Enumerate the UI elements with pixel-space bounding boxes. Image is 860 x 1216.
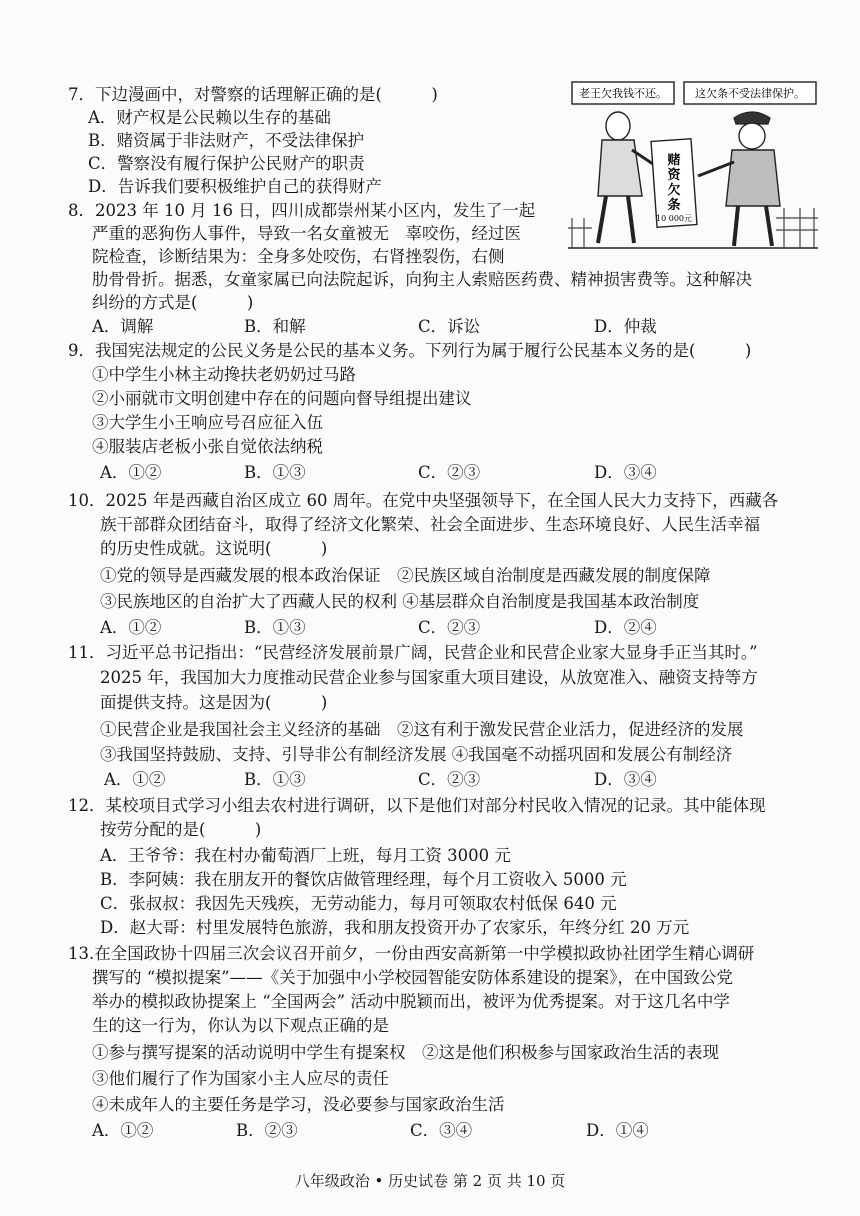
q9-stem: 9．我国宪法规定的公民义务是公民的基本义务。下列行为属于履行公民基本义务的是( ) [68, 341, 752, 360]
q11-option-d: D．③④ [594, 770, 657, 789]
q10-item-2: ③民族地区的自治扩大了西藏人民的权利 ④基层群众自治制度是我国基本政治制度 [100, 592, 700, 611]
cartoon-bubble-right: 这欠条不受法律保护。 [695, 87, 805, 100]
q11-line-3: 面提供支持。这是因为( ) [100, 693, 328, 712]
cartoon-note-1: 赌 [667, 153, 681, 168]
q9-item-3: ③大学生小王响应号召应征入伍 [92, 413, 323, 432]
q12-option-c: C．张叔叔：我因先天残疾，无劳动能力，每月可领取农村低保 640 元 [100, 894, 617, 913]
q10-item-1: ①党的领导是西藏发展的根本政治保证 ②民族区域自治制度是西藏发展的制度保障 [100, 566, 711, 585]
q7-stem: 7．下边漫画中，对警察的话理解正确的是( ) [68, 85, 438, 104]
q9-item-4: ④服装店老板小张自觉依法纳税 [92, 437, 323, 456]
q7-option-c: C．警察没有履行保护公民财产的职责 [88, 154, 365, 173]
q10-option-d: D．②④ [594, 618, 657, 637]
q8-option-a: A．调解 [92, 317, 154, 336]
q11-option-c: C．②③ [418, 770, 481, 789]
cartoon-note-4: 条 [667, 198, 681, 213]
q9-option-a: A．①② [100, 463, 162, 482]
q13-option-c: C．③④ [410, 1121, 473, 1140]
q13-item-3: ④未成年人的主要任务是学习，没必要参与国家政治生活 [92, 1095, 505, 1114]
q13-item-2: ③他们履行了作为国家小主人应尽的责任 [92, 1069, 389, 1088]
q10-option-a: A．①② [100, 618, 162, 637]
q7-cartoon [562, 78, 824, 262]
q12-option-a: A．王爷爷：我在村办葡萄酒厂上班，每月工资 3000 元 [100, 846, 511, 865]
q13-line-1: 13.在全国政协十四届三次会议召开前夕，一份由西安高新第一中学模拟政协社团学生精心调研 [68, 944, 755, 963]
q13-line-2: 撰写的 “模拟提案”——《关于加强中小学校园智能安防体系建设的提案》，在中国致公党 [92, 968, 733, 987]
q10-option-b: B．①③ [244, 618, 306, 637]
q13-item-1: ①参与撰写提案的活动说明中学生有提案权 ②这是他们积极参与国家政治生活的表现 [92, 1043, 719, 1062]
cartoon-note-3: 欠 [667, 183, 681, 198]
q8-line-2: 严重的恶狗伤人事件，导致一名女童被无 辜咬伤，经过医 [92, 224, 521, 243]
q7-option-b: B．赌资属于非法财产，不受法律保护 [88, 131, 365, 150]
page-footer: 八年级政治 • 历史试卷 第 2 页 共 10 页 [294, 1172, 566, 1190]
q13-line-4: 生的这一行为，你认为以下观点正确的是 [92, 1016, 389, 1035]
q11-option-a: A．①② [104, 770, 166, 789]
q12-option-d: D．赵大哥：村里发展特色旅游，我和朋友投资开办了农家乐，年终分红 20 万元 [100, 918, 690, 937]
q8-option-c: C．诉讼 [418, 317, 481, 336]
q8-option-d: D．仲裁 [594, 317, 657, 336]
q11-option-b: B．①③ [244, 770, 306, 789]
q13-option-d: D．①④ [586, 1121, 649, 1140]
q13-option-a: A．①② [92, 1121, 154, 1140]
q11-line-2: 2025 年，我国加大力度推动民营企业参与国家重大项目建设，从放宽准入、融资支持等方 [100, 668, 758, 687]
q10-line-3: 的历史性成就。这说明( ) [100, 539, 328, 558]
q11-item-2: ③我国坚持鼓励、支持、引导非公有制经济发展 ④我国毫不动摇巩固和发展公有制经济 [100, 745, 733, 764]
q10-option-c: C．②③ [418, 618, 481, 637]
q8-line-3: 院检查，诊断结果为：全身多处咬伤，右肾挫裂伤，右侧 [92, 247, 505, 266]
cartoon-note-amount: 10 000元 [656, 214, 692, 223]
cartoon-note-2: 资 [667, 168, 681, 183]
q9-item-1: ①中学生小林主动搀扶老奶奶过马路 [92, 365, 356, 384]
q7-option-a: A．财产权是公民赖以生存的基础 [88, 108, 331, 127]
q8-line-5: 纠纷的方式是( ) [92, 293, 254, 312]
q12-line-2: 按劳分配的是( ) [100, 820, 262, 839]
q9-option-c: C．②③ [418, 463, 481, 482]
q8-option-b: B．和解 [244, 317, 306, 336]
q7-option-d: D．告诉我们要积极维护自己的获得财产 [88, 177, 382, 196]
q13-line-3: 举办的模拟政协提案上 “全国两会” 活动中脱颖而出，被评为优秀提案。对于这几名中学 [92, 992, 730, 1011]
q10-line-1: 10．2025 年是西藏自治区成立 60 周年。在党中央坚强领导下，在全国人民大力支持下，西藏各 [68, 491, 779, 510]
q9-option-b: B．①③ [244, 463, 306, 482]
q9-item-2: ②小丽就市文明创建中存在的问题向督导组提出建议 [92, 389, 472, 408]
q10-line-2: 族干部群众团结奋斗，取得了经济文化繁荣、社会全面进步、生态环境良好、人民生活幸福 [100, 515, 760, 534]
q12-line-1: 12．某校项目式学习小组去农村进行调研，以下是他们对部分村民收入情况的记录。其中能体现 [68, 796, 766, 815]
q8-line-1: 8．2023 年 10 月 16 日，四川成都崇州某小区内，发生了一起 [68, 201, 536, 220]
cartoon-bubble-left: 老王欠我钱不还。 [579, 87, 667, 100]
q13-option-b: B．②③ [236, 1121, 298, 1140]
q8-line-4: 肋骨骨折。据悉，女童家属已向法院起诉，向狗主人索赔医药费、精神损害费等。这种解决 [92, 270, 752, 289]
q11-item-1: ①民营企业是我国社会主义经济的基础 ②这有利于激发民营企业活力，促进经济的发展 [100, 720, 744, 739]
q12-option-b: B．李阿姨：我在朋友开的餐饮店做管理经理，每个月工资收入 5000 元 [100, 870, 627, 889]
q9-option-d: D．③④ [594, 463, 657, 482]
q11-line-1: 11．习近平总书记指出：“民营经济发展前景广阔，民营企业和民营企业家大显身手正当其时。” [68, 643, 758, 662]
